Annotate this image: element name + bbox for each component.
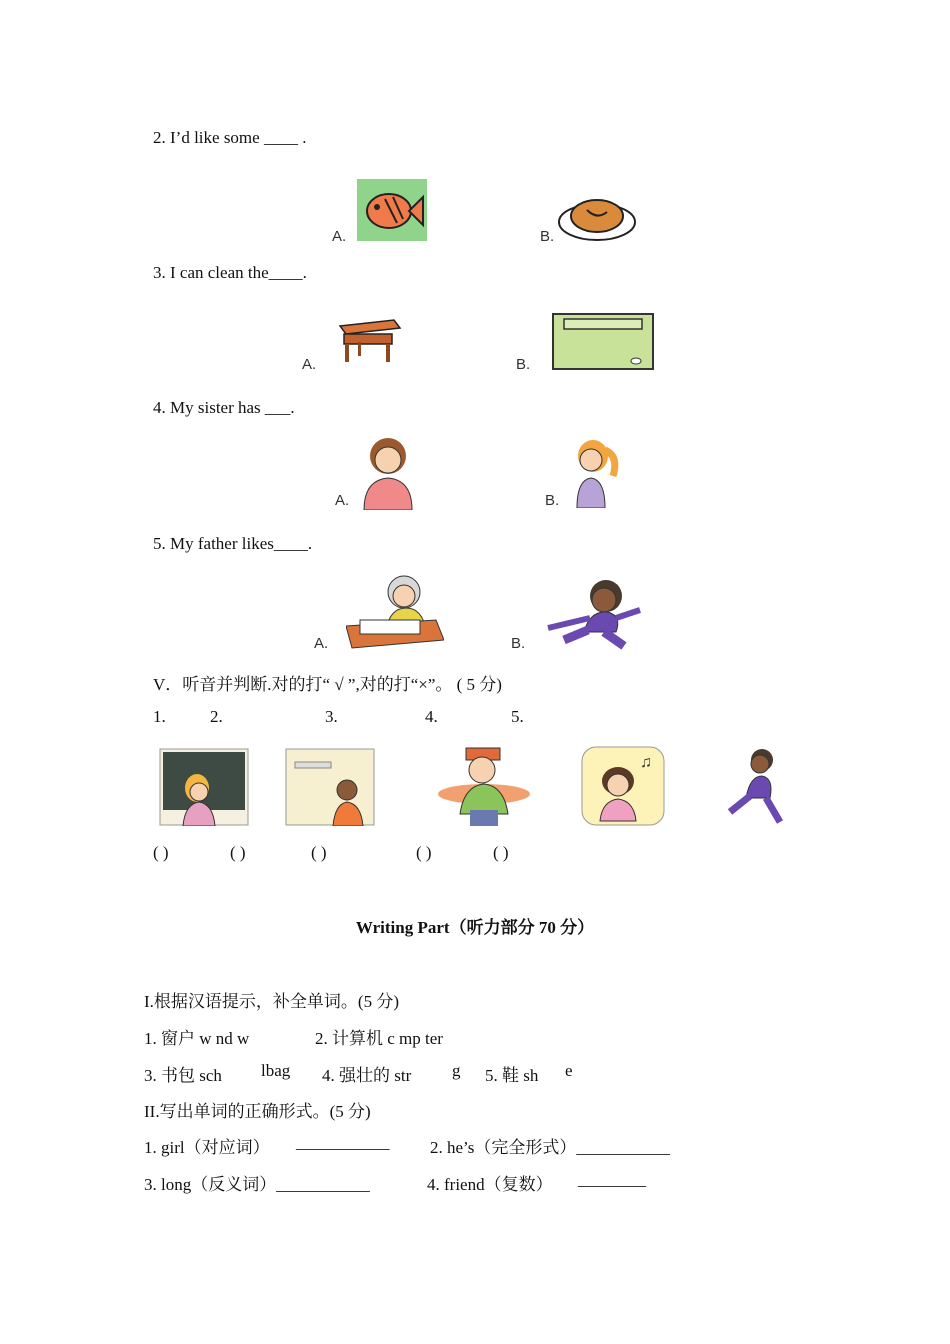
chicken-plate-image	[557, 190, 637, 242]
word-form-1: 1. girl（对应词）	[144, 1138, 270, 1157]
word-form-3: 3. long（反义词）___________	[144, 1175, 370, 1194]
option-a-label: A.	[302, 356, 317, 373]
item-number: 4.	[425, 707, 438, 726]
word-hint-2: 2. 计算机 c mp ter	[315, 1029, 443, 1048]
word-hint-5: 5. 鞋 sh	[485, 1066, 539, 1085]
item-number: 5.	[511, 707, 524, 726]
word-form-2: 2. he’s（完全形式）___________	[430, 1138, 670, 1157]
option-b-label: B.	[545, 492, 560, 509]
girl-short-hair-image	[358, 434, 418, 510]
answer-bracket: ( )	[493, 843, 509, 862]
question-4: 4. My sister has ___.	[153, 398, 295, 417]
item-number: 2.	[210, 707, 223, 726]
writing-title: Writing Part（听力部分 70 分）	[355, 918, 595, 937]
item-number: 1.	[153, 707, 166, 726]
svg-text:♫: ♫	[640, 754, 652, 771]
girl-ponytail-image	[565, 436, 621, 508]
option-b-label: B.	[511, 635, 526, 652]
fish-image	[357, 179, 427, 241]
word-hint-3-end: lbag	[261, 1061, 291, 1080]
word-hint-4: 4. 强壮的 str	[322, 1066, 412, 1085]
word-form-4: 4. friend（复数）	[427, 1175, 553, 1194]
boy-running-image	[720, 746, 790, 826]
option-a-label: A.	[332, 228, 347, 245]
question-2: 2. I’d like some ____ .	[153, 128, 307, 147]
boy-light-image	[285, 748, 375, 826]
word-hint-1: 1. 窗户 w nd w	[144, 1029, 250, 1048]
item-number: 3.	[325, 707, 338, 726]
grandpa-hat-image	[434, 744, 532, 826]
part-1-heading: I.根据汉语提示，补全单词。(5 分)	[144, 992, 399, 1011]
answer-bracket: ( )	[311, 843, 327, 862]
option-a-label: A.	[314, 635, 329, 652]
part-2-heading: II.写出单词的正确形式。(5 分)	[144, 1102, 371, 1121]
word-hint-3: 3. 书包 sch	[144, 1066, 222, 1085]
question-5: 5. My father likes____.	[153, 534, 313, 553]
answer-bracket: ( )	[153, 843, 169, 862]
door-image	[552, 313, 654, 370]
option-b-label: B.	[516, 356, 531, 373]
question-3: 3. I can clean the____.	[153, 263, 307, 282]
answer-bracket: ( )	[230, 843, 246, 862]
man-drawing-image	[346, 570, 444, 650]
option-a-label: A.	[335, 492, 350, 509]
word-hint-5-end: e	[565, 1061, 573, 1080]
girl-blackboard-image	[159, 748, 249, 826]
section-5-heading: V．听音并判断.对的打“ √ ”,对的打“×”。 ( 5 分)	[153, 675, 502, 694]
word-hint-4-end: g	[452, 1061, 461, 1080]
answer-blank[interactable]: ___________	[296, 1133, 390, 1152]
answer-blank[interactable]: ________	[578, 1170, 646, 1189]
answer-bracket: ( )	[416, 843, 432, 862]
girl-music-image	[580, 745, 666, 827]
option-b-label: B.	[540, 228, 555, 245]
desk-image	[336, 314, 402, 364]
boy-running-image	[544, 576, 648, 650]
